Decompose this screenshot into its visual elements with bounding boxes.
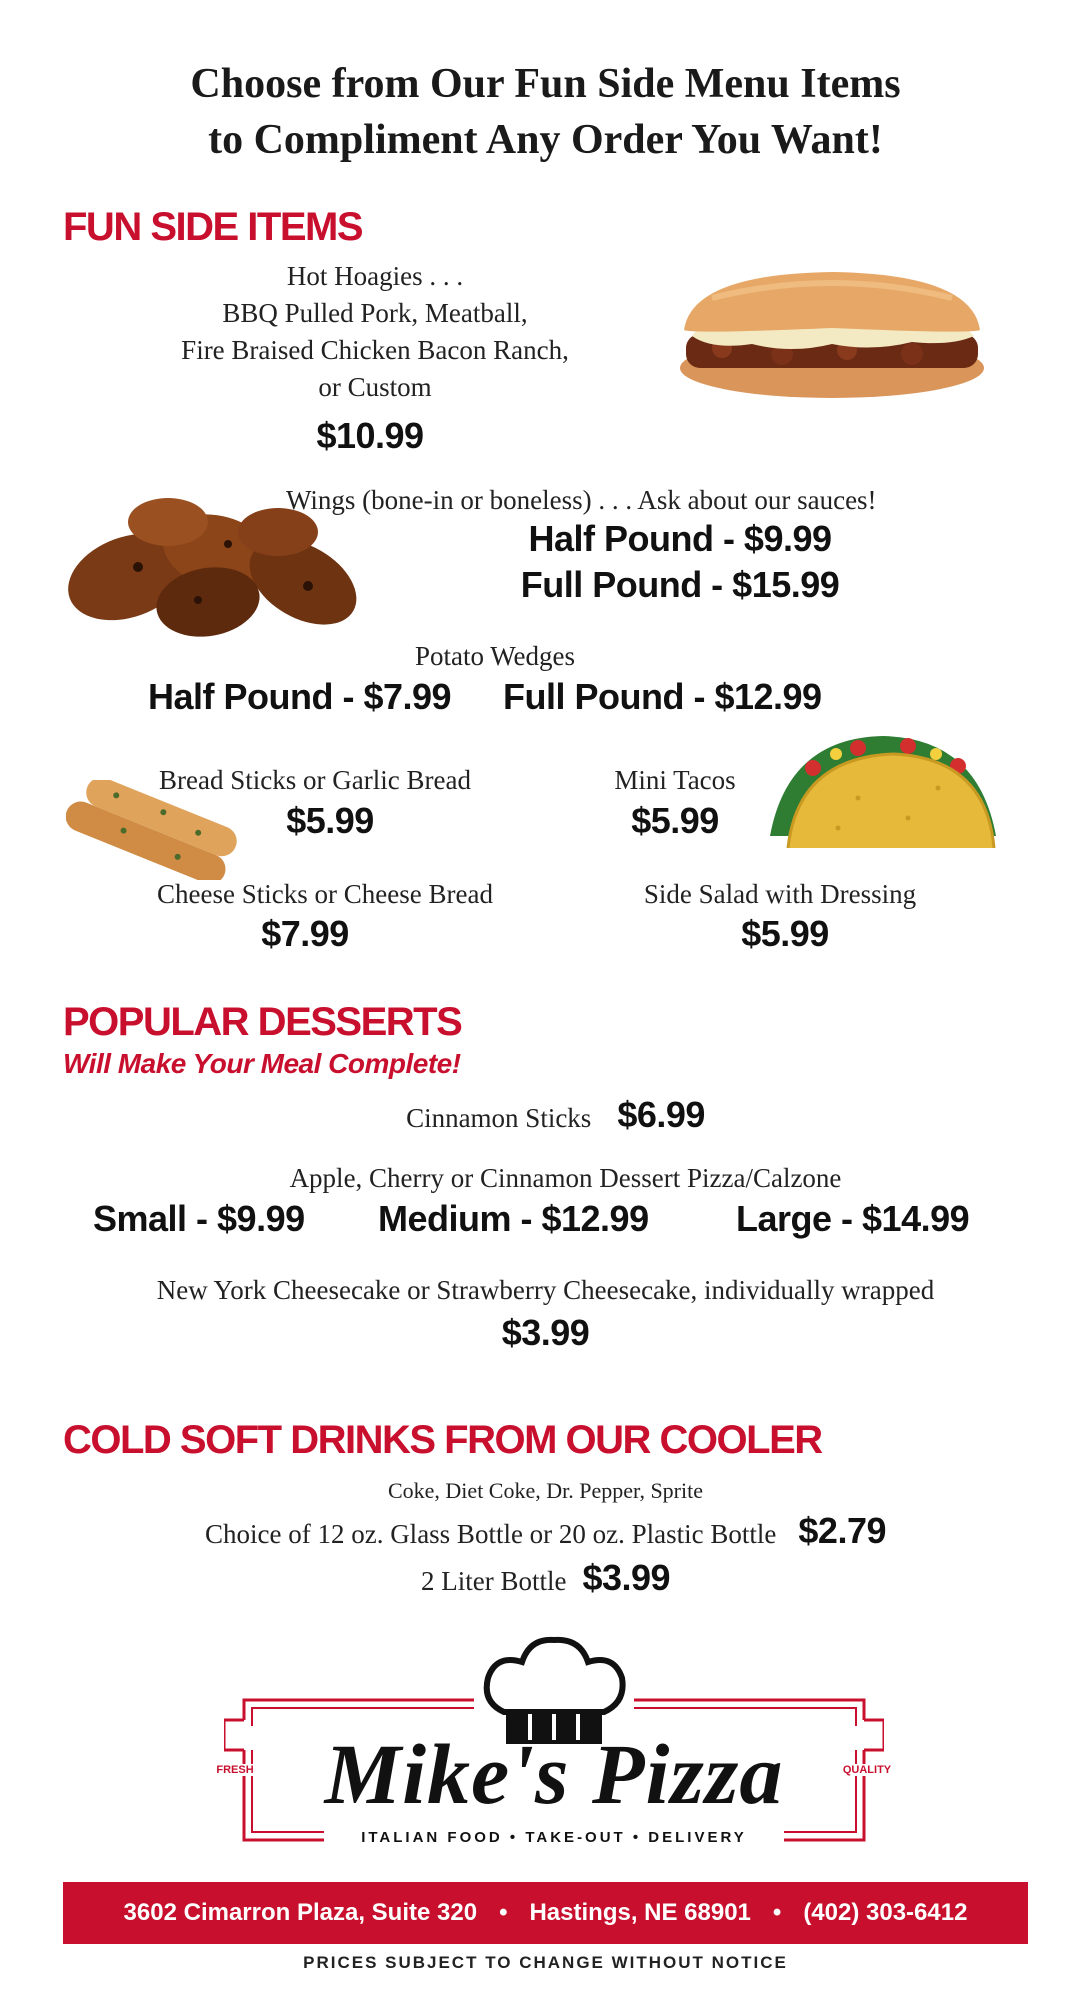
dessert-pizza-small-price: Small - $9.99 [93, 1198, 305, 1239]
dessert-pizza-large-price: Large - $14.99 [736, 1198, 970, 1239]
hoagies-price: $10.99 [316, 415, 424, 456]
cheesesticks-description: Cheese Sticks or Cheese Bread [157, 879, 493, 909]
hoagies-line: or Custom [318, 372, 432, 402]
bottle-price: $2.79 [798, 1510, 886, 1551]
section-title-drinks: COLD SOFT DRINKS FROM OUR COOLER [63, 1418, 822, 1462]
footer-city: Hastings, NE 68901 [529, 1899, 751, 1926]
desserts-subtitle: Will Make Your Meal Complete! [63, 1048, 461, 1079]
salad-price: $5.99 [741, 913, 829, 954]
section-title-fun-sides: FUN SIDE ITEMS [63, 205, 363, 249]
dessert-pizza-description: Apple, Cherry or Cinnamon Dessert Pizza/Calzone [289, 1163, 842, 1193]
liter-row [0, 1557, 1091, 1600]
logo-tagline: ITALIAN FOOD • TAKE-OUT • DELIVERY [324, 1829, 784, 1846]
cinnamon-price: $6.99 [617, 1094, 705, 1135]
wedges-half-price: Half Pound - $7.99 [148, 676, 452, 717]
wings-description: Wings (bone-in or boneless) . . . Ask about our sauces! [286, 485, 877, 515]
footer-separator: • [772, 1899, 782, 1926]
cheesecake-price: $3.99 [501, 1312, 590, 1353]
liter-price: $3.99 [582, 1557, 671, 1598]
headline-line-1: Choose from Our Fun Side Menu Items [190, 61, 901, 107]
logo-fresh-tag: FRESH [210, 1764, 260, 1776]
logo-name: Mike's Pizza [324, 1726, 784, 1822]
hoagies-line: Hot Hoagies . . . [286, 261, 464, 291]
wings-half-price: Half Pound - $9.99 [528, 518, 832, 559]
bottle-row [0, 1510, 1091, 1553]
taco-image [758, 728, 1008, 853]
tacos-description: Mini Tacos [614, 765, 736, 795]
wedges-full-price: Full Pound - $12.99 [503, 676, 822, 717]
headline-line-2: to Compliment Any Order You Want! [208, 117, 883, 163]
cheesesticks-price: $7.99 [261, 913, 349, 954]
footer-address: 3602 Cimarron Plaza, Suite 320 [123, 1899, 478, 1926]
breadsticks-description: Bread Sticks or Garlic Bread [159, 765, 471, 795]
salad-description: Side Salad with Dressing [643, 879, 917, 909]
price-disclaimer: PRICES SUBJECT TO CHANGE WITHOUT NOTICE [303, 1953, 788, 1972]
drinks-brands: Coke, Diet Coke, Dr. Pepper, Sprite [387, 1478, 703, 1503]
footer-contact-bar [63, 1882, 1028, 1944]
section-title-desserts: POPULAR DESSERTS [63, 1000, 462, 1044]
hoagies-line: Fire Braised Chicken Bacon Ranch, [181, 335, 569, 365]
mikes-pizza-logo [216, 1632, 892, 1872]
liter-description: 2 Liter Bottle [420, 1566, 567, 1596]
hoagies-description [100, 258, 650, 406]
breadsticks-price: $5.99 [286, 800, 374, 841]
wings-full-price: Full Pound - $15.99 [520, 564, 840, 605]
bottle-description: Choice of 12 oz. Glass Bottle or 20 oz. Plastic Bottle [204, 1519, 777, 1549]
wedges-description: Potato Wedges [414, 641, 576, 671]
cinnamon-description: Cinnamon Sticks [406, 1103, 592, 1133]
cheesecake-description: New York Cheesecake or Strawberry Cheesecake, individually wrapped [156, 1275, 935, 1305]
hoagie-image [672, 268, 992, 403]
cinnamon-row [0, 1094, 1091, 1137]
dessert-pizza-medium-price: Medium - $12.99 [378, 1198, 649, 1239]
hoagies-line: BBQ Pulled Pork, Meatball, [222, 298, 528, 328]
tacos-price: $5.99 [631, 800, 719, 841]
logo-quality-tag: QUALITY [834, 1764, 900, 1776]
footer-separator: • [499, 1899, 508, 1926]
footer-phone: (402) 303-6412 [803, 1899, 968, 1926]
